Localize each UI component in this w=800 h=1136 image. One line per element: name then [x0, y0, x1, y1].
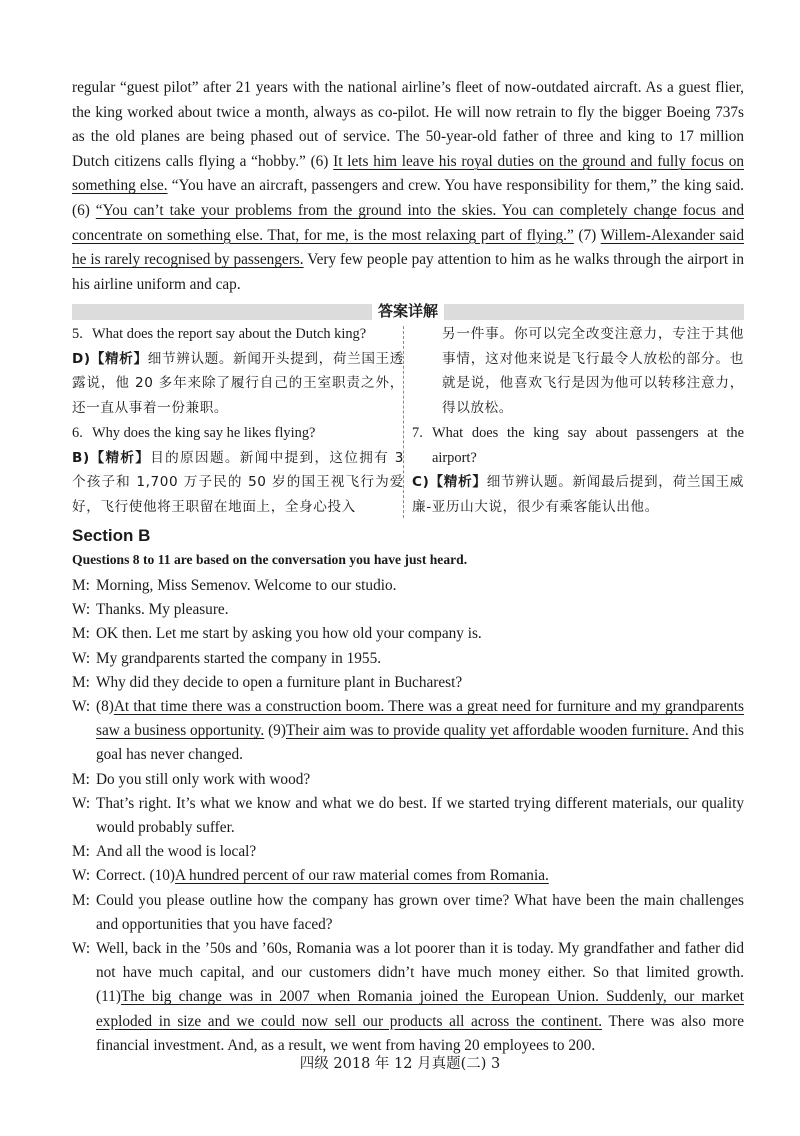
- passage-text: Very few people pay attention to him as he walks through the airport in his airline uniform and cap.: [72, 251, 744, 293]
- dialog-text-part: (8): [96, 698, 114, 716]
- dialog-text: [96, 622, 744, 646]
- dialog-text: [96, 840, 744, 864]
- question-text: Why does the king say he likes flying?: [92, 424, 316, 441]
- dialog-turn: [72, 695, 744, 768]
- underlined-answer-text: The big change was in 2007 when Romania joined the European Union. Suddenly, our market exploded in size and we could now sell our products all across the continent.: [96, 988, 744, 1030]
- analysis-text-continued: 另一件事。你可以完全改变注意力，专注于其他事情，这对他来说是飞行最令人放松的部分。也就是说，他喜欢飞行是因为他可以转移注意力，得以放松。: [442, 326, 744, 417]
- dialog-text-part: That’s right. It’s what we know and what we do best. If we started trying different materials, our quality would probably suffer.: [96, 794, 744, 837]
- speaker-label: W:: [72, 698, 91, 716]
- dialog-text-part: Do you still only work with wood?: [96, 770, 311, 788]
- dialog-turn: [72, 889, 744, 937]
- passage-underlined-text: “You can’t take your problems from the ground into the skies. You can completely change focus and concentrate on something else. That, for me, is the most relaxing part of flying.”: [72, 201, 744, 244]
- answers-right-column: [412, 322, 744, 520]
- speaker-label: M:: [72, 673, 90, 691]
- dialog-text-part: Correct. (10): [96, 867, 176, 885]
- speaker-label: M:: [72, 843, 90, 861]
- question-number: 6.: [72, 424, 83, 441]
- question-text: What does the king say about passengers at the airport?: [432, 424, 744, 466]
- dialog-turn: [72, 840, 744, 864]
- dialog-text-part: OK then. Let me start by asking you how old your company is.: [96, 625, 482, 643]
- answer-5: [72, 347, 404, 421]
- dialog-turn: [72, 864, 744, 888]
- underlined-answer-text: At that time there was a construction boom. There was a great need for furniture and my grandparents saw a business opportunity.: [96, 698, 744, 740]
- dialog-text-part: And all the wood is local?: [96, 843, 257, 861]
- dialog-turn: [72, 937, 744, 1058]
- answer-6: [72, 446, 404, 520]
- analysis-tag: 【精析】: [429, 474, 487, 491]
- questions-instruction: Questions 8 to 11 are based on the conversation you have just heard.: [72, 552, 468, 567]
- dialog-text-part: Morning, Miss Semenov. Welcome to our studio.: [96, 577, 397, 594]
- analysis-text: 细节辨认题。新闻最后提到，荷兰国王威廉-亚历山大说，很少有乘客能认出他。: [412, 474, 744, 515]
- dialog-text-part: (9): [264, 722, 286, 740]
- dialog-text-part: Thanks. My pleasure.: [96, 601, 229, 619]
- dialog-text: [96, 671, 744, 695]
- question-5: [72, 322, 404, 347]
- passage-text: regular “guest pilot” after 21 years with the national airline’s fleet of now-outdated aircraft. As a guest flier, the king worked about twice a month, always as co-pilot. He will now retrain to fly the bigger Boeing 737s as the old planes are being phased out of service. The 50-year-old father of three and king to 17 million Dutch citizens calls flying a “hobby.” (6): [72, 79, 744, 170]
- dialog-turn: [72, 598, 744, 622]
- speaker-label: M:: [72, 625, 90, 643]
- dialog-text: [96, 889, 744, 937]
- question-text: What does the report say about the Dutch king?: [92, 326, 367, 342]
- question-6: [72, 421, 404, 446]
- dialog-turn: [72, 622, 744, 646]
- dialog-text: [96, 937, 744, 1058]
- dialog-turn: [72, 768, 744, 792]
- dialog-text-part: Well, back in the ’50s and ’60s, Romania was a lot poorer than it is today. My grandfather and father did not have much capital, and our customers didn’t have much money either. So that limited growth. (11): [96, 940, 744, 1006]
- speaker-label: W:: [72, 867, 91, 885]
- dialog-text: [96, 864, 744, 888]
- underlined-answer-text: A hundred percent of our raw material comes from Romania.: [175, 867, 549, 885]
- dialog-text: [96, 647, 744, 671]
- dialog-text-part: There was also more financial investment. And, as a result, we went from having 20 employees to 200.: [96, 1012, 744, 1054]
- speaker-label: M:: [72, 770, 90, 788]
- dialog-text: [96, 598, 744, 622]
- speaker-label: M:: [72, 891, 90, 909]
- dialog-text-part: Why did they decide to open a furniture plant in Bucharest?: [96, 673, 463, 691]
- dialog-text-part: Could you please outline how the company has grown over time? What have been the main challenges and opportunities that you have faced?: [96, 891, 744, 933]
- question-number: 7.: [412, 424, 423, 441]
- dialog-text: [96, 792, 744, 840]
- dialog-turn: [72, 792, 744, 840]
- dialog-text-part: My grandparents started the company in 1955.: [96, 649, 382, 667]
- passage-underlined-text: Willem-Alexander said he is rarely recognised by passengers.: [72, 226, 744, 269]
- answer-section-banner: [72, 304, 744, 320]
- dialog-text: [96, 768, 744, 792]
- dialog-turn: [72, 647, 744, 671]
- conversation-transcript: [72, 574, 744, 1058]
- dialog-turn: [72, 574, 744, 598]
- banner-title: 答案详解: [372, 302, 444, 320]
- passage-paragraph: [72, 76, 744, 297]
- passage-text: (7): [573, 226, 601, 244]
- answer-7: [412, 470, 744, 519]
- analysis-text: 目的原因题。新闻中提到，这位拥有 3 个孩子和 1,700 万子民的 50 岁的国王视飞行为爱好，飞行使他将王职留在地面上，全身心投入: [72, 449, 404, 515]
- question-7: [412, 421, 744, 470]
- answer-letter: D): [72, 350, 91, 367]
- speaker-label: M:: [72, 577, 90, 594]
- answer-letter: B): [72, 449, 90, 466]
- speaker-label: W:: [72, 794, 91, 812]
- passage-underlined-text: It lets him leave his royal duties on the ground and fully focus on something else.: [72, 152, 744, 195]
- dialog-text: [96, 574, 744, 598]
- passage-text: “You have an aircraft, passengers and crew. You have responsibility for them,” the king said. (6): [72, 177, 744, 219]
- analysis-tag: 【精析】: [90, 350, 148, 367]
- page-footer: 四级 2018 年 12 月真题(二) 3: [299, 1056, 501, 1072]
- speaker-label: W:: [72, 601, 91, 619]
- speaker-label: W:: [72, 649, 91, 667]
- dialog-text: [96, 695, 744, 768]
- underlined-answer-text: Their aim was to provide quality yet affordable wooden furniture.: [285, 722, 689, 740]
- analysis-text: 细节辨认题。新闻开头提到，荷兰国王透露说，他 20 多年来除了履行自己的王室职责之外，还一直从事着一份兼职。: [72, 350, 404, 417]
- answer-letter: C): [412, 474, 430, 491]
- speaker-label: W:: [72, 940, 91, 958]
- answers-left-column: [72, 322, 404, 520]
- dialog-text-part: And this goal has never changed.: [96, 722, 744, 764]
- section-heading: Section B: [72, 526, 151, 545]
- analysis-tag: 【精析】: [89, 449, 151, 466]
- dialog-turn: [72, 671, 744, 695]
- question-number: 5.: [72, 326, 83, 342]
